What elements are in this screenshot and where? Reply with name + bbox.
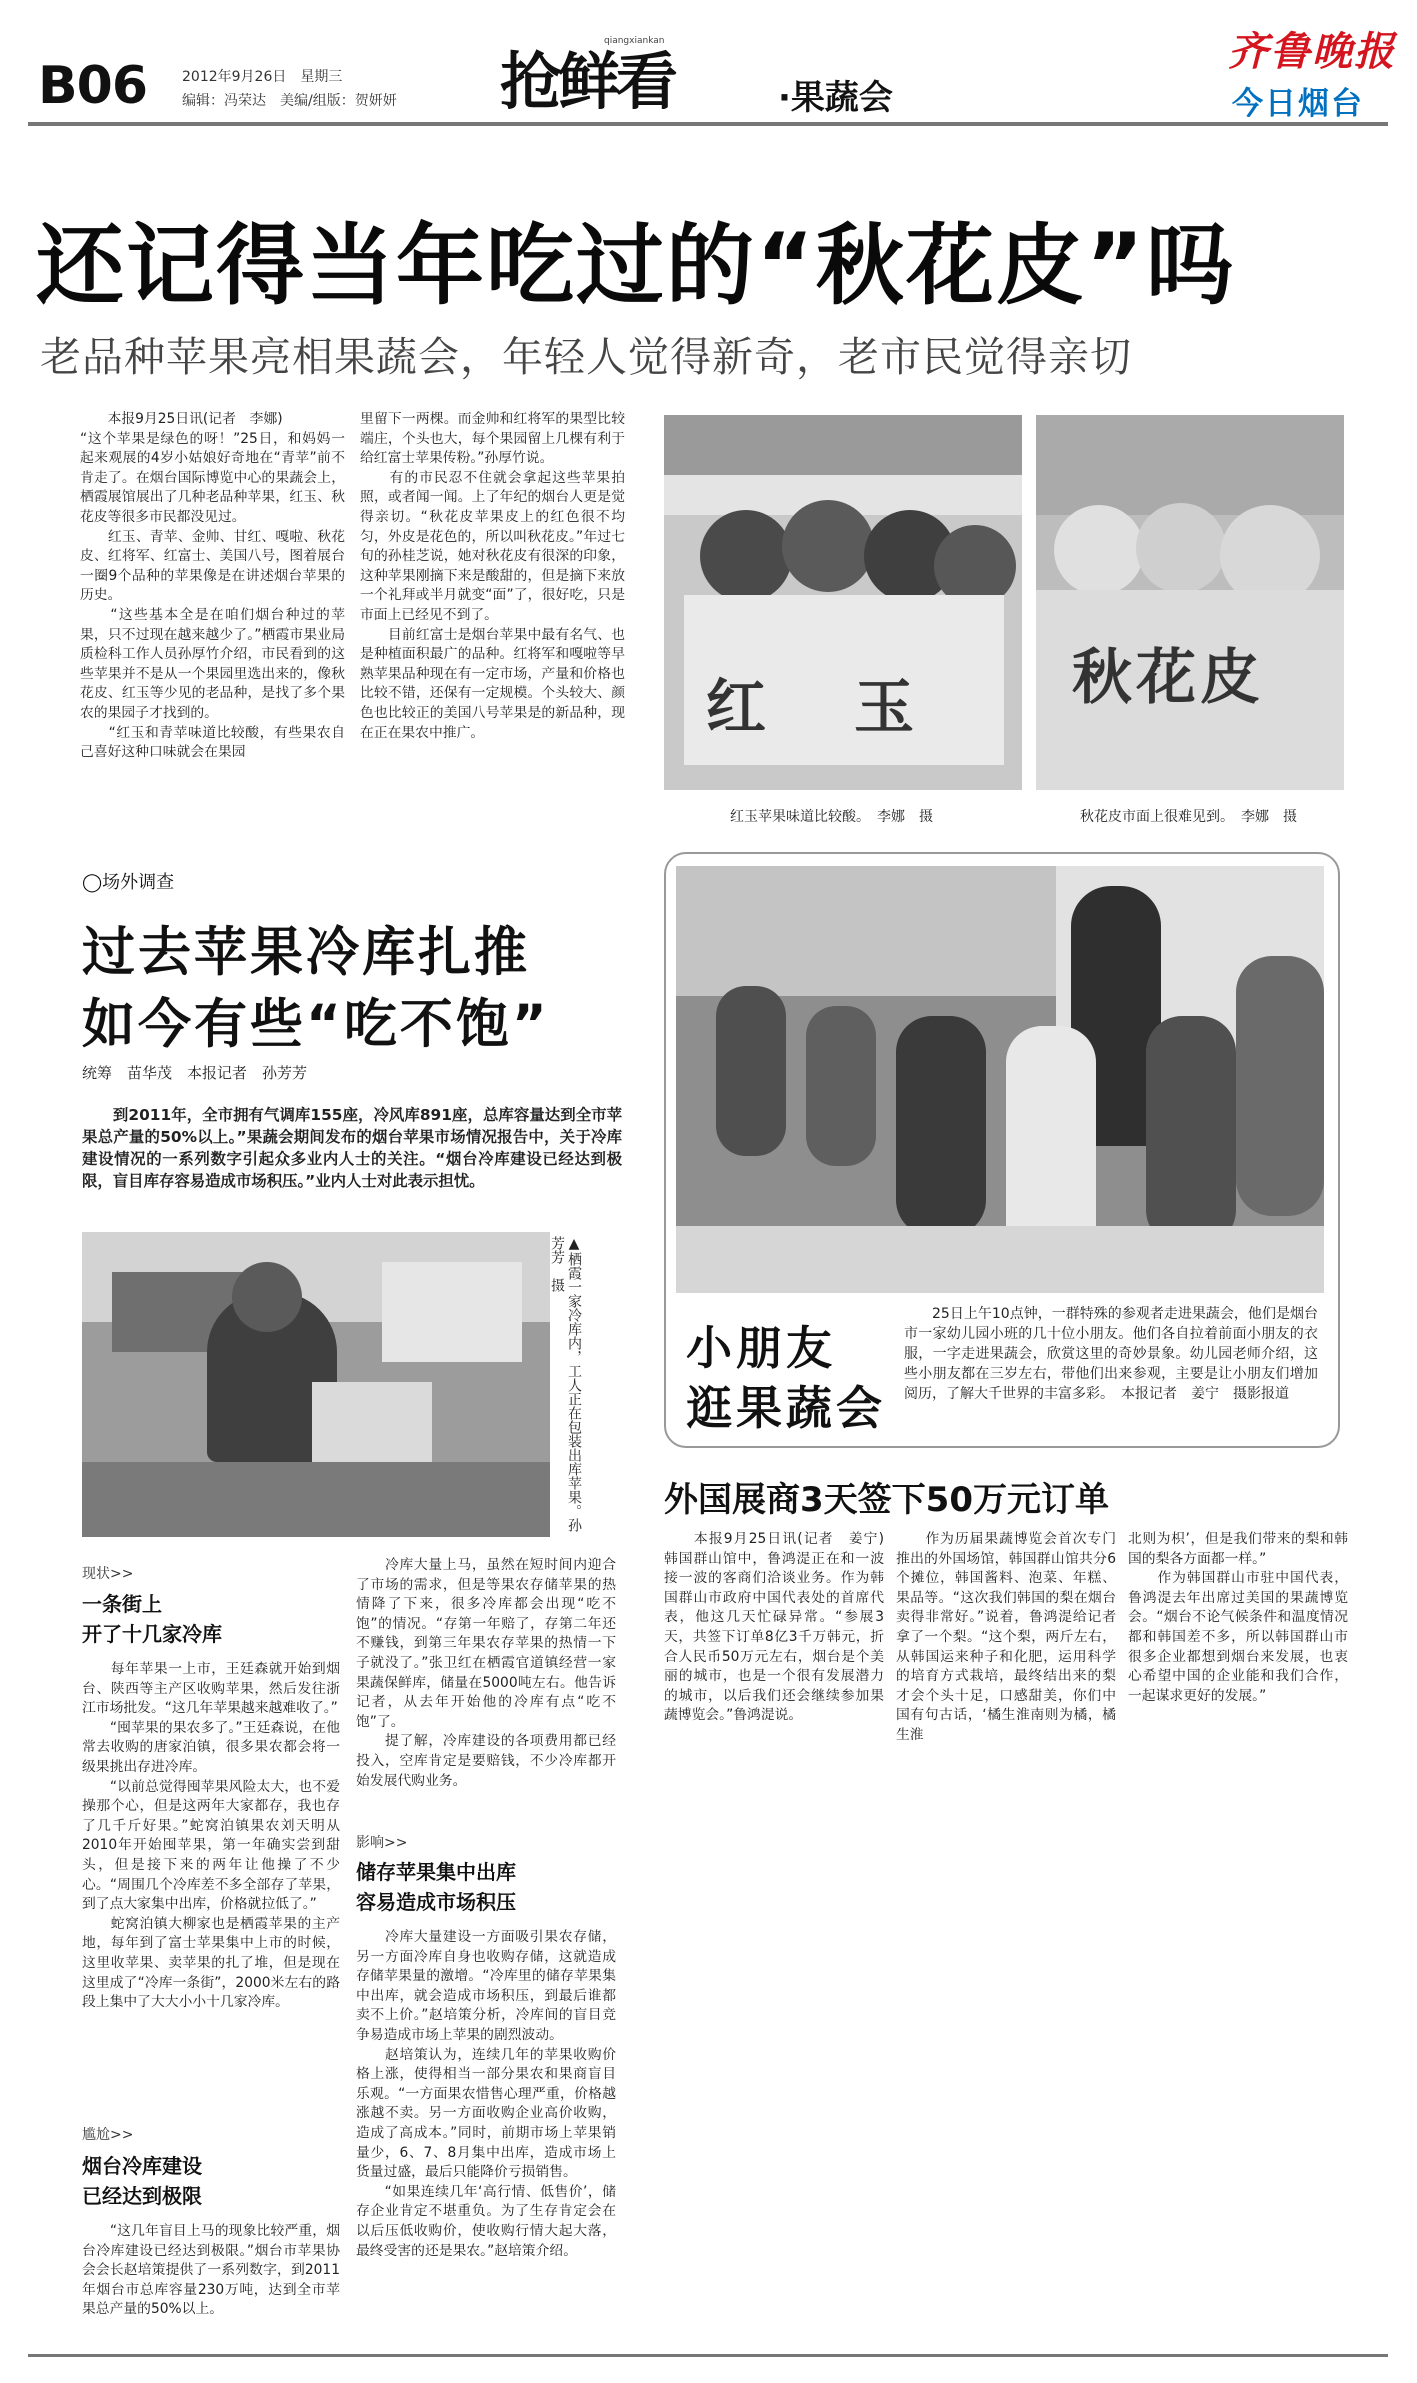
edition-name: 今日烟台 xyxy=(1232,86,1364,122)
hongyu-sign: 红 玉 xyxy=(706,673,928,743)
lead-subhead: 老品种苹果亮相果蔬会，年轻人觉得新奇，老市民觉得亲切 xyxy=(40,333,1132,381)
section-logo-text: 抢鲜看 xyxy=(500,45,675,118)
korea-headline: 外国展商3天签下50万元订单 xyxy=(664,1480,1109,1520)
survey-column-b: 冷库大量上马，虽然在短时间内迎合了市场的需求，但是等果农存储苹果的热情降了下来，很多冷库都会出现“吃不饱”的情况。“存第一年赔了，存第二年还不赚钱，到第三年果农存苹果的热情一下子就没了。”张卫红在栖霞官道镇经营一家果蔬保鲜库，储量在5000吨左右。他告诉记者，从去年开始他的冷库有点“吃不饱”了。 提了解，冷库建设的各项费用都已经投入，空库肯定是要赔钱，不少冷库都开始发展代购业务。 xyxy=(356,1557,616,1789)
qiuhuapi-apple-photo xyxy=(1036,415,1344,790)
kids-title-2: 逛果蔬会 xyxy=(686,1381,886,1435)
survey-byline: 统筹 苗华茂 本报记者 孙芳芳 xyxy=(82,1064,308,1082)
kids-photo xyxy=(676,866,1324,1293)
survey-headline-1: 过去苹果冷库扎推 xyxy=(82,922,530,983)
warehouse-caption: ▲栖霞一家冷库内，工人正在包装出库苹果。孙芳芳 摄 xyxy=(549,1236,582,1532)
issue-date: 2012年9月26日 星期三 xyxy=(182,69,343,85)
korea-column-1: 本报9月25日讯(记者 姜宁) 韩国群山馆中，鲁鸿湜正在和一波接一波的客商们洽谈业务。作为韩国群山市政府中国代表处的首席代表，他这几天忙碌异常。“参展3天，共签下订单8亿3千万韩元，折合人民币50万元左右，烟台是个美丽的城市，也是一个很有发展潜力的城市，以后我们还会继续参加果蔬博览会。”鲁鸿湜说。 xyxy=(664,1531,898,1724)
paper-name: 齐鲁晚报 xyxy=(1228,28,1396,75)
section-logo-pinyin: qiangxiankan xyxy=(604,36,665,46)
section-name: ·果蔬会 xyxy=(778,78,893,118)
warehouse-photo xyxy=(82,1232,550,1537)
lead-headline: 还记得当年吃过的“秋花皮”吗 xyxy=(36,214,1236,317)
survey-tag xyxy=(82,868,174,894)
survey-headline-2: 如今有些“吃不饱” xyxy=(82,994,550,1055)
qiuhuapi-sign: 秋花皮 xyxy=(1072,643,1264,713)
page-number: B06 xyxy=(38,56,147,116)
lead-column-1: 本报9月25日讯(记者 李娜) “这个苹果是绿色的呀！”25日，和妈妈一起来观展的4岁小姑娘好奇地在“青苹”前不肯走了。在烟台国际博览中心的果蔬会上，栖霞展馆展出了几种老品种苹果，红玉、秋花皮等很多市民都没见过。 红玉、青苹、金帅、甘红、嘎啦、秋花皮、红将军、红富士、美国八号，图着展台一圈9个品种的苹果像是在讲述烟台苹果的历史。 “这些基本全是在咱们烟台种过的苹果，只不过现在越来越少了。”栖霞市果业局质检科工作人员孙厚竹介绍，市民看到的这些苹果并不是从一个果园里选出来的，像秋花皮、红玉等少见的老品种，是找了多个果农的果园子才找到的。 “红玉和青苹味道比较酸，有些果农自己喜好这种口味就会在果园 xyxy=(80,411,345,761)
circle-icon: ◯ xyxy=(82,872,103,893)
masthead-rule xyxy=(28,122,1388,126)
kids-caption: 25日上午10点钟，一群特殊的参观者走进果蔬会，他们是烟台市一家幼儿园小班的几十位小朋友。他们各自拉着前面小朋友的衣服，一字走进果蔬会，欣赏这里的奇妙景象。幼儿园老师介绍，这些小朋友都在三岁左右，带他们出来参观，主要是让小朋友们增加阅历，了解大千世界的丰富多彩。 本报记者 姜宁 摄影报道 xyxy=(904,1306,1318,1402)
sub1-line2: 开了十几家冷库 xyxy=(82,1622,222,1646)
survey-column-b2: 冷库大量建设一方面吸引果农存储，另一方面冷库自身也收购存储，这就造成存储苹果量的激增。“冷库里的储存苹果集中出库，就会造成市场积压，到最后谁都卖不上价。”赵培策分析，冷库间的盲目竞争易造成市场上苹果的剧烈波动。 赵培策认为，连续几年的苹果收购价格上涨，使得相当一部分果农和果商盲目乐观。“一方面果农惜售心理严重，价格越涨越不卖。另一方面收购企业高价收购，造成了高成本。”同时，前期市场上苹果销量少，6、7、8月集中出库，造成市场上货量过盛，最后只能降价亏损销售。 “如果连续几年‘高行情、低售价’，储存企业肯定不堪重负。为了生存肯定会在以后压低收购价，使收购行情大起大落，最终受害的还是果农。”赵培策介绍。 xyxy=(356,1929,616,2259)
label-status: 现状>> xyxy=(82,1566,134,1582)
sub2-line1: 烟台冷库建设 xyxy=(82,2154,202,2178)
korea-column-2: 作为历届果蔬博览会首次专门推出的外国场馆，韩国群山馆共分6个摊位，韩国酱料、泡菜、年糕、果品等。“这次我们韩国的梨在烟台卖得非常好。”说着，鲁鸿湜给记者拿了一个梨。“这个梨，两斤左右，从韩国运来种子和化肥，运用科学的培育方式栽培，最终结出来的梨才会个头十足，口感甜美，你们中国有句古话，‘橘生淮南则为橘，橘生淮 xyxy=(896,1531,1116,1743)
sub3-line1: 储存苹果集中出库 xyxy=(356,1860,516,1884)
bottom-rule xyxy=(28,2354,1388,2357)
survey-intro: 到2011年，全市拥有气调库155座，冷风库891座，总库容量达到全市苹果总产量的50%以上。”果蔬会期间发布的烟台苹果市场情况报告中，关于冷库建设情况的一系列数字引起众多业内人士的关注。“烟台冷库建设已经达到极限，盲目库存容易造成市场积压。”业内人士对此表示担忧。 xyxy=(82,1106,622,1190)
korea-column-3: 北则为枳’，但是我们带来的梨和韩国的梨各方面都一样。” 作为韩国群山市驻中国代表，鲁鸿湜去年出席过美国的果蔬博览会。“烟台不论气候条件和温度情况都和韩国差不多，所以韩国群山市很多企业都想到烟台来发展，也衷心希望中国的企业能和我们合作，一起谋求更好的发展。” xyxy=(1128,1531,1348,1704)
hongyu-apple-photo xyxy=(664,415,1022,790)
label-embarrass: 尴尬>> xyxy=(82,2127,134,2143)
survey-column-a2: “这几年盲目上马的现象比较严重，烟台冷库建设已经达到极限。”烟台市苹果协会会长赵培策提供了一系列数字，到2011年烟台市总库容量230万吨，达到全市苹果总产量的50%以上。 xyxy=(82,2223,340,2318)
sub3-line2: 容易造成市场积压 xyxy=(356,1890,516,1914)
hongyu-caption: 红玉苹果味道比较酸。 李娜 摄 xyxy=(730,809,933,825)
sub1-line1: 一条街上 xyxy=(82,1592,162,1616)
kids-title-1: 小朋友 xyxy=(686,1321,836,1375)
label-impact: 影响>> xyxy=(356,1835,408,1851)
section-logo xyxy=(500,30,785,118)
sub2-line2: 已经达到极限 xyxy=(82,2184,202,2208)
lead-column-2: 里留下一两棵。而金帅和红将军的果型比较端庄，个头也大，每个果园留上几棵有利于给红富士苹果传粉。”孙厚竹说。 有的市民忍不住就会拿起这些苹果拍照，或者闻一闻。上了年纪的烟台人更是觉得亲切。“秋花皮苹果皮上的红色很不均匀，外皮是花色的，所以叫秋花皮。”年过七旬的孙桂芝说，她对秋花皮有很深的印象，这种苹果刚摘下来是酸甜的，但是摘下来放一个礼拜或半月就变“面”了，很好吃，只是市面上已经见不到了。 目前红富士是烟台苹果中最有名气、也是种植面积最广的品种。红将军和嘎啦等早熟苹果品种现在有一定市场，产量和价格也比较不错，还保有一定规模。个头较大、颜色也比较正的美国八号苹果是的新品种，现在正在果农中推广。 xyxy=(360,411,625,741)
survey-column-a: 每年苹果一上市，王廷森就开始到烟台、陕西等主产区收购苹果，然后发往浙江市场批发。“这几年苹果越来越难收了。” “囤苹果的果农多了。”王廷森说，在他常去收购的唐家泊镇，很多果农都会将一级果挑出存进冷库。 “以前总觉得囤苹果风险太大，也不爱操那个心，但是这两年大家都存，我也存了几千斤好果。”蛇窝泊镇果农刘天明从2010年开始囤苹果，第一年确实尝到甜头，但是接下来的两年让他操了不少心。“周围几个冷库差不多全部存了苹果，到了点大家集中出库，价格就拉低了。” 蛇窝泊镇大柳家也是栖霞苹果的主产地，每年到了富士苹果集中上市的时候，这里收苹果、卖苹果的扎了堆，但是现在这里成了“冷库一条街”，2000米左右的路段上集中了大大小小十几家冷库。 xyxy=(82,1661,340,2011)
survey-tag-label: 场外调查 xyxy=(102,872,175,893)
qiuhuapi-caption: 秋花皮市面上很难见到。 李娜 摄 xyxy=(1080,809,1297,825)
editors-line: 编辑：冯荣达 美编/组版：贺妍妍 xyxy=(182,93,397,109)
